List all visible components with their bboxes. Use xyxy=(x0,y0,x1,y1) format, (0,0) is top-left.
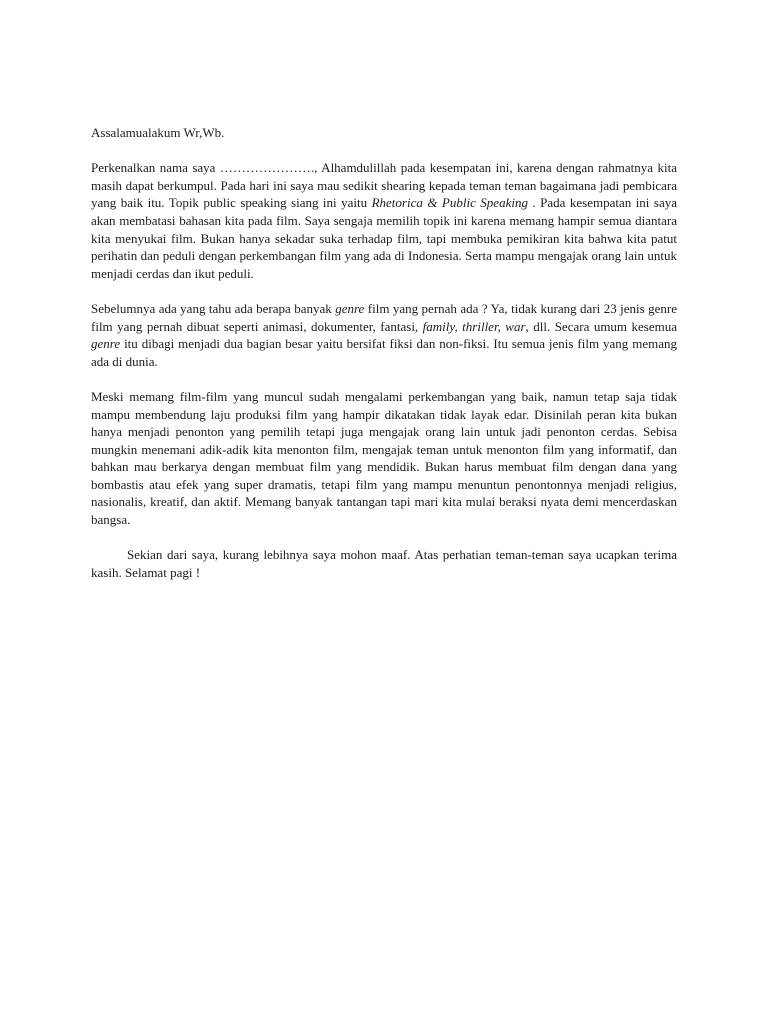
intro-text-2: . Pada kesempatan ini saya akan membatasi bahasan kita pada film. Saya sengaja memilih topik ini karena memang hampir semua diantara kita menyukai film. Bukan hanya sekadar suka terhadap film, tapi membuka pemikiran kita bahwa kita patut perihatin dan peduli dengan perkembangan film yang ada di Indonesia. Serta mampu mengajak orang lain untuk menjadi cerdas dan ikut peduli. xyxy=(91,195,677,281)
genre-paragraph xyxy=(91,300,677,370)
development-text: Meski memang film-film yang muncul sudah mengalami perkembangan yang baik, namun tetap saja tidak mampu membendung laju produksi film yang hampir dikatakan tidak layak edar. Disinilah peran kita bukan hanya menjadi penonton yang pemilih tetapi juga mengajak orang lain untuk jadi penonton cerdas. Sebisa mungkin menemani adik-adik kita menonton film, mengajak teman untuk menonton film yang informatif, dan bahkan mau berkarya dengan membuat film yang mendidik. Bukan harus membuat film dengan dana yang bombastis atau efek yang super dramatis, tetapi film yang mampu menuntun penontonnya menjadi religius, nasionalis, kreatif, dan aktif. Memang banyak tantangan tapi mari kita mulai beraksi nyata demi mencerdaskan bangsa. xyxy=(91,388,677,528)
intro-text-1: Perkenalkan nama saya …………………., Alhamdulillah pada kesempatan ini, karena dengan rahmatnya kita masih dapat berkumpul. Pada hari ini saya mau sedikit shearing kepada teman teman bagaimana jadi pembicara yang baik itu. Topik public speaking siang ini yaitu xyxy=(91,160,677,211)
greeting-text: Assalamualakum Wr,Wb. xyxy=(91,125,225,140)
topic-title-italic: Rhetorica & Public Speaking xyxy=(371,195,528,211)
genre-text-2: film yang pernah ada ? Ya, tidak kurang dari 23 jenis genre film yang pernah dibuat seperti animasi, dokumenter, fantasi, xyxy=(91,300,677,334)
genre-examples-italic: family, thriller, war xyxy=(422,318,526,334)
genre-italic-1: genre xyxy=(335,300,365,316)
introduction-paragraph xyxy=(91,159,677,282)
closing-paragraph xyxy=(91,546,677,581)
genre-text-3: , dll. Secara umum kesemua xyxy=(525,318,678,334)
greeting-paragraph xyxy=(91,124,677,142)
closing-text: Sekian dari saya, kurang lebihnya saya mohon maaf. Atas perhatian teman-teman saya ucapkan terima kasih. Selamat pagi ! xyxy=(91,547,677,580)
genre-italic-2: genre xyxy=(91,336,121,352)
document-page xyxy=(91,124,677,599)
development-paragraph xyxy=(91,388,677,529)
genre-text-1: Sebelumnya ada yang tahu ada berapa banyak xyxy=(91,300,336,316)
genre-text-4: itu dibagi menjadi dua bagian besar yaitu bersifat fiksi dan non-fiksi. Itu semua jenis film yang memang ada di dunia. xyxy=(91,336,677,369)
